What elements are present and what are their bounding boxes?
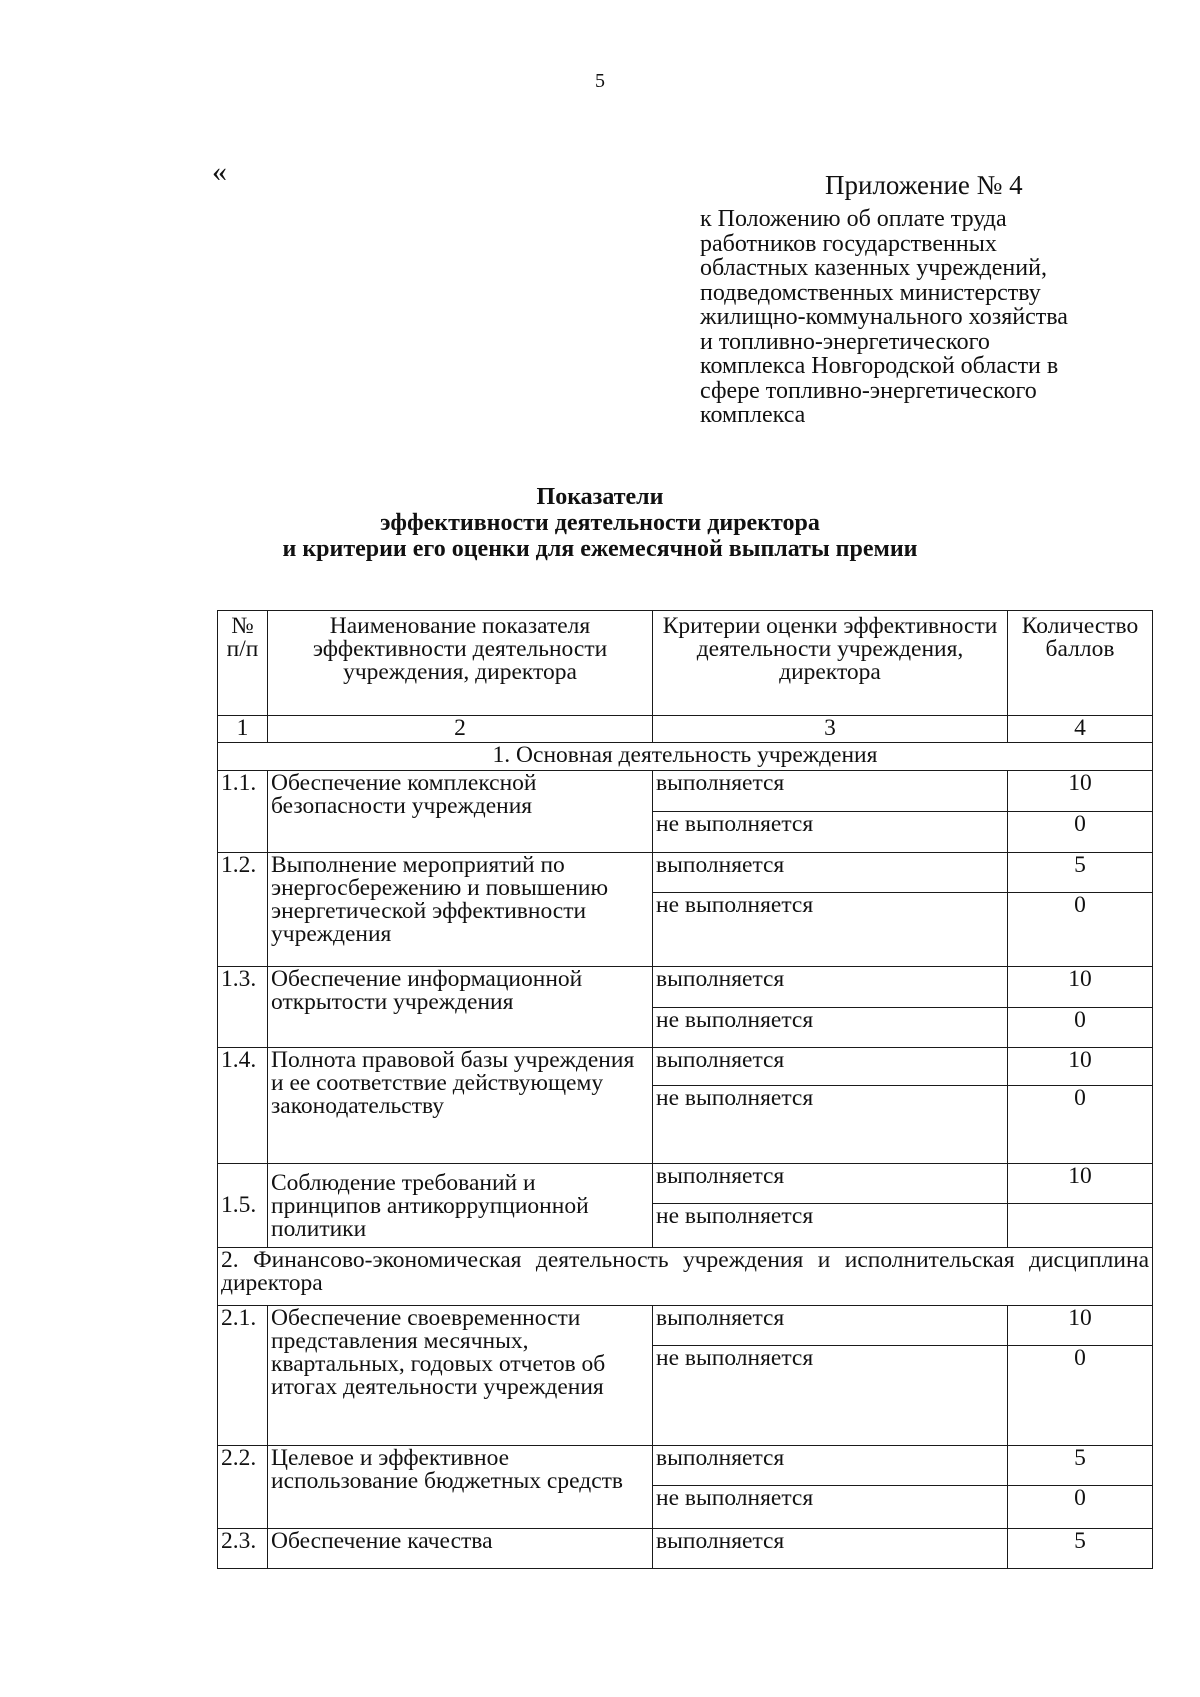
points-no (1008, 1204, 1153, 1248)
table-header-row (218, 611, 1153, 716)
criterion-yes: выполняется (653, 967, 1008, 1008)
header-name: Наименование показателя эффективности деятельности учреждения, директора (268, 611, 653, 716)
section-row (218, 1248, 1153, 1306)
column-number: 4 (1008, 716, 1153, 743)
criterion-yes: выполняется (653, 853, 1008, 893)
annex-line: жилищно-коммунального хозяйства (700, 304, 1068, 330)
indicator-name: Обеспечение информационной открытости учреждения (268, 967, 653, 1048)
criterion-yes: выполняется (653, 771, 1008, 812)
annex-line: работников государственных (700, 230, 997, 257)
points-yes: 10 (1008, 771, 1153, 812)
criterion-yes: выполняется (653, 1164, 1008, 1204)
annex-line: областных казенных учреждений, (700, 255, 1047, 281)
points-no: 0 (1008, 1346, 1153, 1446)
row-number: 1.4. (218, 1048, 268, 1164)
column-number: 2 (268, 716, 653, 743)
criterion-no: не выполняется (653, 1486, 1008, 1529)
annex-line: комплекса Новгородской области в (700, 353, 1059, 379)
column-number: 1 (218, 716, 268, 743)
title-line: эффективности деятельности директора (380, 510, 820, 536)
row-number: 2.3. (218, 1529, 268, 1569)
annex-line: к Положению об оплате труда (700, 206, 1007, 232)
title-line: Показатели (536, 484, 664, 510)
annex-line: и топливно-энергетического (700, 328, 990, 355)
page-number: 5 (595, 70, 605, 92)
table-row (218, 1446, 1153, 1486)
points-no: 0 (1008, 1008, 1153, 1048)
points-yes: 5 (1008, 1446, 1153, 1486)
row-number: 1.2. (218, 853, 268, 967)
criterion-no: не выполняется (653, 1204, 1008, 1248)
title-line: и критерии его оценки для ежемесячной выплаты премии (282, 536, 918, 562)
section-row (218, 743, 1153, 771)
criterion-yes: выполняется (653, 1529, 1008, 1569)
criterion-yes: выполняется (653, 1446, 1008, 1486)
annex-reference (700, 207, 1170, 428)
annex-title: Приложение № 4 (825, 170, 1023, 200)
indicators-table (217, 610, 1153, 1569)
criterion-no: не выполняется (653, 893, 1008, 967)
points-yes: 5 (1008, 853, 1153, 893)
annex-line: подведомственных министерству (700, 279, 1041, 306)
section-title: 1. Основная деятельность учреждения (218, 743, 1153, 771)
indicator-name: Соблюдение требований и принципов антикоррупционной политики (268, 1164, 653, 1248)
header-criteria: Критерии оценки эффективности деятельности учреждения, директора (653, 611, 1008, 716)
row-number: 1.5. (218, 1164, 268, 1248)
criterion-no: не выполняется (653, 1346, 1008, 1446)
document-title (280, 484, 920, 562)
criterion-yes: выполняется (653, 1048, 1008, 1086)
annex-line: комплекса (700, 402, 806, 428)
header-num: № п/п (218, 611, 268, 716)
points-yes: 10 (1008, 1048, 1153, 1086)
points-yes: 5 (1008, 1529, 1153, 1569)
table-row (218, 1164, 1153, 1204)
points-no: 0 (1008, 812, 1153, 853)
row-number: 1.3. (218, 967, 268, 1048)
points-no: 0 (1008, 893, 1153, 967)
indicator-name: Обеспечение качества (268, 1529, 653, 1569)
indicator-name: Обеспечение своевременности представления месячных, квартальных, годовых отчетов об итогах деятельности учреждения (268, 1306, 653, 1446)
section-title: 2. Финансово-экономическая деятельность учреждения и исполнительская дисциплина директора (218, 1248, 1153, 1306)
criterion-no: не выполняется (653, 1086, 1008, 1164)
indicator-name: Полнота правовой базы учреждения и ее соответствие действующему законодательству (268, 1048, 653, 1164)
criterion-yes: выполняется (653, 1306, 1008, 1346)
indicator-name: Целевое и эффективное использование бюджетных средств (268, 1446, 653, 1529)
points-yes: 10 (1008, 1306, 1153, 1346)
opening-quote-mark: « (212, 155, 227, 188)
column-number-row (218, 716, 1153, 743)
table-row (218, 1306, 1153, 1346)
indicator-name: Выполнение мероприятий по энергосбережению и повышению энергетической эффективности учреждения (268, 853, 653, 967)
points-yes: 10 (1008, 967, 1153, 1008)
criterion-no: не выполняется (653, 812, 1008, 853)
table-row (218, 771, 1153, 812)
header-points: Количество баллов (1008, 611, 1153, 716)
points-yes: 10 (1008, 1164, 1153, 1204)
points-no: 0 (1008, 1086, 1153, 1164)
criterion-no: не выполняется (653, 1008, 1008, 1048)
row-number: 1.1. (218, 771, 268, 853)
table-row (218, 1048, 1153, 1086)
table-row (218, 1529, 1153, 1569)
row-number: 2.2. (218, 1446, 268, 1529)
annex-line: сфере топливно-энергетического (700, 377, 1037, 404)
indicator-name: Обеспечение комплексной безопасности учреждения (268, 771, 653, 853)
column-number: 3 (653, 716, 1008, 743)
table-row (218, 967, 1153, 1008)
points-no: 0 (1008, 1486, 1153, 1529)
row-number: 2.1. (218, 1306, 268, 1446)
table-row (218, 853, 1153, 893)
